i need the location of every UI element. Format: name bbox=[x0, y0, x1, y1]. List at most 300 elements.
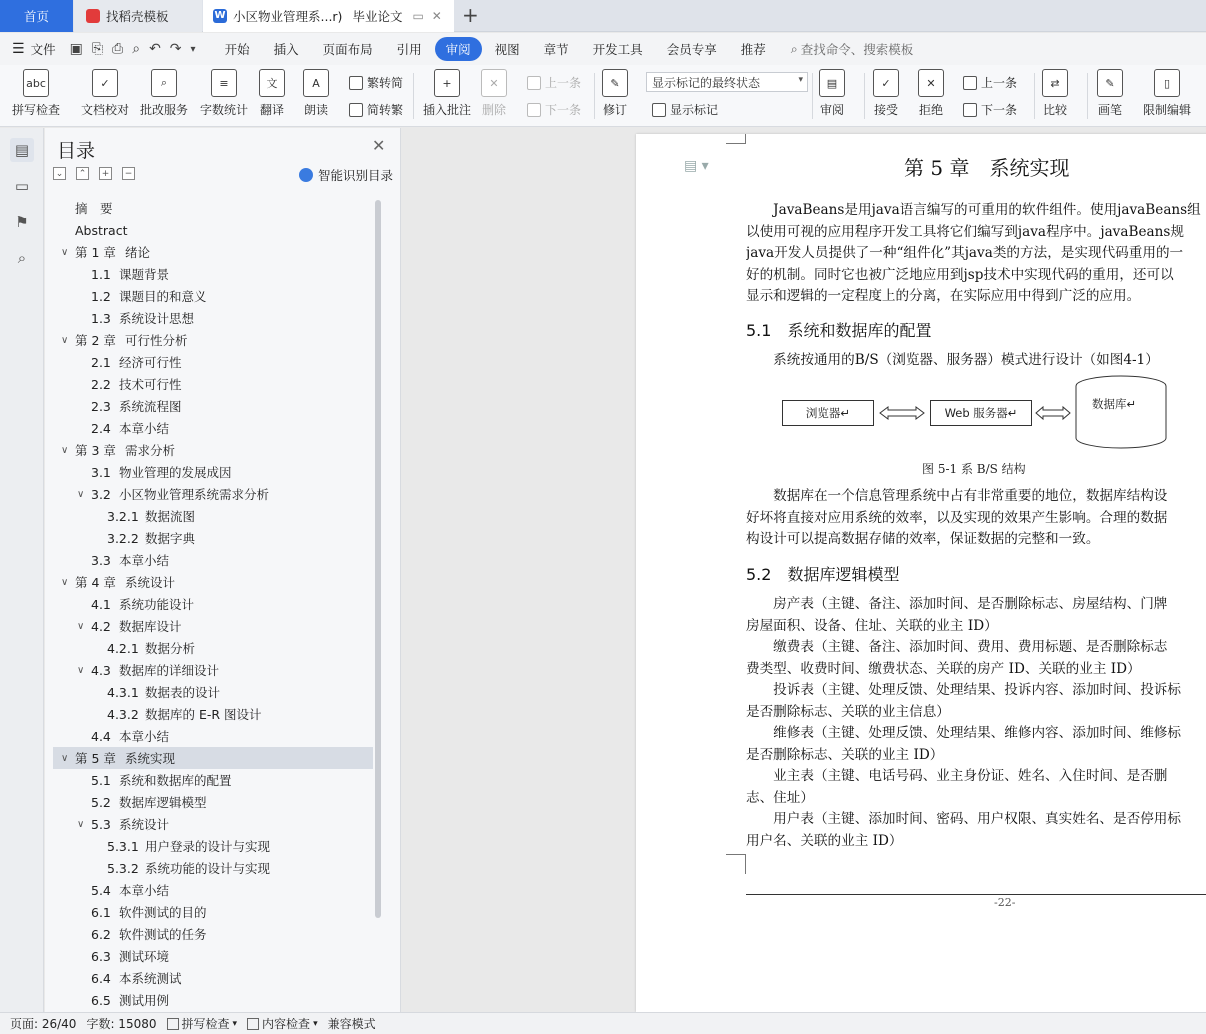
toc-item-label: 摘 要 bbox=[75, 201, 113, 216]
toc-item-number: 1.1 bbox=[91, 266, 111, 282]
prev-comment-button[interactable] bbox=[527, 74, 581, 91]
document-page[interactable] bbox=[636, 134, 1206, 1012]
pen-button[interactable] bbox=[1097, 69, 1123, 118]
read-aloud-button[interactable] bbox=[303, 69, 329, 118]
accept-icon: ✓ bbox=[873, 69, 899, 97]
toc-item-label: 数据库设计 bbox=[119, 619, 182, 634]
word-count-button[interactable] bbox=[200, 69, 248, 118]
menu-item-member[interactable]: 会员专享 bbox=[666, 42, 717, 57]
batch-service-label: 批改服务 bbox=[140, 103, 189, 117]
toc-item-label: 测试用例 bbox=[119, 993, 170, 1007]
toc-panel bbox=[45, 128, 401, 1012]
search-icon[interactable]: ⌕ bbox=[17, 249, 27, 267]
review-pane-button[interactable] bbox=[819, 69, 845, 118]
toc-item-label: 课题背景 bbox=[119, 267, 170, 282]
menu-item-section[interactable]: 章节 bbox=[543, 42, 569, 57]
ribbon-divider bbox=[1034, 73, 1035, 119]
toc-item[interactable] bbox=[53, 703, 373, 725]
translate-button[interactable] bbox=[259, 69, 285, 118]
window-icon[interactable]: ▭ bbox=[412, 9, 424, 23]
menu-item-insert[interactable]: 插入 bbox=[273, 42, 299, 57]
collapse-all-icon[interactable]: ⌃ bbox=[76, 167, 89, 180]
toc-item-label: 数据库的 E-R 图设计 bbox=[145, 707, 262, 722]
command-search-placeholder: 查找命令、搜索模板 bbox=[800, 42, 914, 57]
track-changes-label: 修订 bbox=[602, 103, 627, 117]
chevron-down-icon[interactable]: ∨ bbox=[61, 334, 69, 346]
spell-check-button[interactable] bbox=[12, 69, 60, 118]
smart-toc-button[interactable] bbox=[299, 166, 393, 184]
restrict-edit-button[interactable] bbox=[1143, 69, 1191, 118]
toc-item[interactable] bbox=[53, 593, 373, 615]
toc-item[interactable] bbox=[53, 373, 373, 395]
figure-caption: 图 5-1 系 B/S 结构 bbox=[922, 462, 1026, 476]
toc-item-number: 5.3.2 bbox=[107, 860, 139, 876]
body-line: 是否删除标志、关联的业主 ID） bbox=[746, 746, 944, 763]
toc-item-number: 2.1 bbox=[91, 354, 111, 370]
toc-item-label: 数据分析 bbox=[145, 641, 196, 656]
delete-comment-label: 删除 bbox=[481, 103, 506, 117]
chapter-title: 第 5 章 系统实现 bbox=[904, 156, 1070, 180]
pen-icon: ✎ bbox=[1097, 69, 1123, 97]
file-menu[interactable] bbox=[12, 40, 56, 58]
review-ribbon bbox=[0, 65, 1206, 127]
database-cylinder-icon bbox=[1074, 374, 1168, 452]
toc-item-label: 软件测试的任务 bbox=[119, 927, 207, 942]
toc-item-label: 本章小结 bbox=[119, 421, 170, 436]
next-change-button[interactable] bbox=[963, 101, 1017, 118]
batch-service-button[interactable] bbox=[140, 69, 188, 118]
ribbon-divider bbox=[413, 73, 414, 119]
spell-check-status[interactable] bbox=[167, 1015, 238, 1032]
print-icon[interactable]: ⎙ bbox=[112, 41, 124, 57]
trad-to-simp-icon bbox=[349, 76, 363, 90]
toc-item[interactable] bbox=[53, 527, 373, 549]
toc-item-number: 3.3 bbox=[91, 552, 111, 568]
toc-title: 目录 bbox=[57, 140, 96, 162]
chevron-down-icon[interactable]: ∨ bbox=[77, 620, 85, 632]
save-icon[interactable]: ▣ bbox=[69, 41, 83, 57]
search-icon: ⌕ bbox=[790, 41, 798, 56]
body-line: 系统按通用的B/S（浏览器、服务器）模式进行设计（如图4-1） bbox=[746, 352, 1159, 368]
delete-comment-button[interactable] bbox=[481, 69, 507, 118]
remove-heading-icon[interactable]: − bbox=[122, 167, 135, 180]
status-bar bbox=[0, 1012, 1206, 1034]
compare-button[interactable] bbox=[1042, 69, 1068, 118]
toc-item-label: 数据库逻辑模型 bbox=[119, 795, 207, 810]
toc-item-label: 用户登录的设计与实现 bbox=[145, 839, 271, 854]
toc-item-label: 物业管理的发展成因 bbox=[119, 465, 232, 480]
tab-home[interactable] bbox=[0, 0, 73, 32]
next-change-label: 下一条 bbox=[981, 103, 1018, 117]
spell-check-label: 拼写检查 bbox=[12, 103, 61, 117]
toc-item-label: 需求分析 bbox=[125, 443, 176, 458]
toc-item-number: 3.1 bbox=[91, 464, 111, 480]
toc-item[interactable] bbox=[53, 615, 373, 637]
body-line: JavaBeans是用java语言编写的可重用的软件组件。使用javaBeans组 bbox=[746, 202, 1201, 218]
delete-comment-icon: ✕ bbox=[481, 69, 507, 97]
toc-item[interactable] bbox=[53, 241, 373, 263]
prev-change-button[interactable] bbox=[963, 74, 1017, 91]
word-count-icon: ≡ bbox=[211, 69, 237, 97]
track-changes-icon: ✎ bbox=[602, 69, 628, 97]
toc-item-number: 3.2 bbox=[91, 486, 111, 502]
spell-check-status-label: 拼写检查 bbox=[181, 1017, 230, 1031]
toc-item[interactable] bbox=[53, 813, 373, 835]
toc-item-number: 6.5 bbox=[91, 992, 111, 1007]
simp-to-trad-icon bbox=[349, 103, 363, 117]
toc-item-number: 第 5 章 bbox=[75, 751, 116, 766]
expand-all-icon[interactable]: ⌄ bbox=[53, 167, 66, 180]
body-line: 房屋面积、设备、住址、关联的业主 ID） bbox=[746, 617, 998, 634]
compare-label: 比较 bbox=[1042, 103, 1067, 117]
crop-mark bbox=[726, 854, 746, 874]
reject-label: 拒绝 bbox=[918, 103, 943, 117]
toc-item[interactable] bbox=[53, 725, 373, 747]
double-arrow-icon bbox=[878, 405, 926, 421]
body-line: 好坏将直接对应用系统的效率，以及实现的效果产生影响。合理的数据 bbox=[746, 509, 1168, 526]
toc-item-label: Abstract bbox=[75, 222, 128, 238]
chapter-icon[interactable]: ▭ bbox=[14, 177, 30, 195]
chevron-down-icon: ▾ bbox=[798, 75, 803, 85]
menu-bar bbox=[0, 33, 1206, 65]
chevron-down-icon: ▾ bbox=[313, 1018, 318, 1029]
translate-icon: 文 bbox=[259, 69, 285, 97]
menu-icon: ☰ bbox=[12, 41, 25, 57]
batch-service-icon: ⌕ bbox=[151, 69, 177, 97]
toc-scrollbar[interactable] bbox=[375, 200, 381, 918]
footer-rule bbox=[746, 894, 1206, 895]
toc-item[interactable] bbox=[53, 395, 373, 417]
track-changes-button[interactable] bbox=[602, 69, 628, 118]
toc-item-label: 数据表的设计 bbox=[145, 685, 221, 700]
pen-label: 画笔 bbox=[1097, 103, 1122, 117]
insert-comment-label: 插入批注 bbox=[423, 103, 472, 117]
chevron-down-icon[interactable]: ∨ bbox=[61, 576, 69, 588]
prev-comment-icon bbox=[527, 76, 541, 90]
body-line: 维修表（主键、处理反馈、处理结果、维修内容、添加时间、维修标 bbox=[746, 725, 1181, 741]
section-heading: 5.1 系统和数据库的配置 bbox=[746, 321, 932, 340]
body-line: 是否删除标志、关联的业主信息） bbox=[746, 703, 950, 720]
toc-item-label: 系统功能设计 bbox=[119, 597, 195, 612]
toc-item-label: 系统流程图 bbox=[119, 399, 182, 414]
command-search[interactable] bbox=[791, 40, 914, 58]
toc-item-label: 课题目的和意义 bbox=[119, 289, 207, 304]
crop-mark bbox=[726, 134, 746, 144]
toc-item-label: 经济可行性 bbox=[119, 355, 182, 370]
toc-item-number: 4.3.2 bbox=[107, 706, 139, 722]
review-pane-label: 审阅 bbox=[819, 103, 844, 117]
redo-icon[interactable]: ↷ bbox=[169, 41, 182, 57]
toc-toolbar bbox=[53, 167, 135, 180]
toc-item-number: 5.3 bbox=[91, 816, 111, 832]
menu-item-recommend[interactable]: 推荐 bbox=[740, 42, 766, 57]
toc-item-label: 数据字典 bbox=[145, 531, 196, 546]
read-aloud-label: 朗读 bbox=[303, 103, 328, 117]
content-check-status[interactable] bbox=[247, 1015, 318, 1032]
review-pane-icon: ▤ bbox=[819, 69, 845, 97]
ribbon-divider bbox=[1087, 73, 1088, 119]
body-line: 缴费表（主键、备注、添加时间、费用、费用标题、是否删除标志 bbox=[746, 639, 1168, 655]
quick-access-toolbar bbox=[70, 41, 196, 57]
chevron-down-icon[interactable]: ∨ bbox=[77, 488, 85, 500]
toc-item[interactable] bbox=[53, 637, 373, 659]
close-icon[interactable]: ✕ bbox=[431, 9, 442, 23]
page-indicator[interactable]: 页面: 26/40 bbox=[10, 1017, 77, 1031]
toc-item-number: 5.4 bbox=[91, 882, 111, 898]
tab-template-label: 找稻壳模板 bbox=[106, 9, 169, 24]
undo-icon[interactable]: ↶ bbox=[149, 41, 161, 57]
word-count-label: 字数统计 bbox=[200, 103, 249, 117]
toc-item-label: 软件测试的目的 bbox=[119, 905, 207, 920]
toc-item-number: 4.1 bbox=[91, 596, 111, 612]
toc-item[interactable] bbox=[53, 329, 373, 351]
toc-item[interactable] bbox=[53, 307, 373, 329]
toc-item-number: 第 1 章 bbox=[75, 245, 116, 260]
toc-item[interactable] bbox=[53, 461, 373, 483]
toc-item-label: 本章小结 bbox=[119, 553, 170, 568]
toc-item[interactable] bbox=[53, 549, 373, 571]
docer-icon bbox=[86, 9, 100, 23]
toc-item-label: 系统设计 bbox=[119, 817, 170, 832]
toc-item-label: 测试环境 bbox=[119, 949, 170, 964]
reject-icon: ✕ bbox=[918, 69, 944, 97]
menu-item-developer[interactable]: 开发工具 bbox=[592, 42, 643, 57]
toc-item[interactable] bbox=[53, 681, 373, 703]
trad-to-simp-button[interactable] bbox=[349, 74, 403, 91]
file-menu-label: 文件 bbox=[30, 42, 56, 57]
toc-item-number: 4.2 bbox=[91, 618, 111, 634]
restrict-edit-label: 限制编辑 bbox=[1143, 103, 1192, 117]
toc-item-number: 2.3 bbox=[91, 398, 111, 414]
section-heading: 5.2 数据库逻辑模型 bbox=[746, 565, 900, 584]
toc-item[interactable] bbox=[53, 923, 373, 945]
compat-mode-indicator: 兼容模式 bbox=[327, 1017, 376, 1031]
doc-check-icon: ✓ bbox=[92, 69, 118, 97]
figure-database-label: 数据库↵ bbox=[1092, 397, 1137, 411]
reject-button[interactable] bbox=[918, 69, 944, 118]
chevron-down-icon[interactable]: ∨ bbox=[61, 444, 69, 456]
toc-item-label: 可行性分析 bbox=[125, 333, 188, 348]
menu-item-start[interactable]: 开始 bbox=[224, 42, 250, 57]
content-check-icon bbox=[247, 1018, 259, 1030]
toc-item-number: 2.4 bbox=[91, 420, 111, 436]
body-line: 构设计可以提高数据存储的效率，保证数据的完整和一致。 bbox=[746, 531, 1100, 547]
toc-item[interactable] bbox=[53, 835, 373, 857]
toc-item[interactable] bbox=[53, 967, 373, 989]
prev-change-icon bbox=[963, 76, 977, 90]
toc-item[interactable] bbox=[53, 879, 373, 901]
menu-item-layout[interactable]: 页面布局 bbox=[322, 42, 373, 57]
nav-icon-strip bbox=[0, 128, 44, 1012]
prev-change-label: 上一条 bbox=[981, 76, 1018, 90]
toc-item-number: 4.3 bbox=[91, 662, 111, 678]
toc-item-label: 系统功能的设计与实现 bbox=[145, 861, 271, 876]
toc-item[interactable] bbox=[53, 769, 373, 791]
toc-item-label: 数据库的详细设计 bbox=[119, 663, 220, 678]
toc-item-number: 3.2.2 bbox=[107, 530, 139, 546]
close-icon[interactable]: ✕ bbox=[372, 136, 386, 155]
figure-web-server-box: Web 服务器↵ bbox=[930, 400, 1032, 426]
toc-item-number: 5.1 bbox=[91, 772, 111, 788]
show-marks-label: 显示标记 bbox=[670, 103, 719, 117]
compare-icon: ⇄ bbox=[1042, 69, 1068, 97]
add-heading-icon[interactable]: + bbox=[99, 167, 112, 180]
toc-item-number: 1.3 bbox=[91, 310, 111, 326]
toc-item-number: 第 3 章 bbox=[75, 443, 116, 458]
insert-comment-button[interactable] bbox=[423, 69, 471, 118]
tab-bar bbox=[0, 0, 1206, 32]
figure-browser-box: 浏览器↵ bbox=[782, 400, 874, 426]
chevron-down-icon[interactable]: ∨ bbox=[61, 752, 69, 764]
prev-comment-label: 上一条 bbox=[545, 76, 582, 90]
next-comment-icon bbox=[527, 103, 541, 117]
show-marks-button[interactable] bbox=[652, 101, 718, 118]
next-comment-button[interactable] bbox=[527, 101, 581, 118]
next-change-icon bbox=[963, 103, 977, 117]
body-line: 费类型、收费时间、缴费状态、关联的房产 ID、关联的业主 ID） bbox=[746, 660, 1141, 677]
chevron-down-icon[interactable]: ∨ bbox=[77, 818, 85, 830]
toc-item-number: 第 4 章 bbox=[75, 575, 116, 590]
insert-comment-icon: + bbox=[434, 69, 460, 97]
toc-item[interactable] bbox=[53, 351, 373, 373]
toc-item-number: 6.3 bbox=[91, 948, 111, 964]
toc-item-label: 小区物业管理系统需求分析 bbox=[119, 487, 270, 502]
spell-check-icon: abc bbox=[23, 69, 49, 97]
simp-to-trad-label: 简转繁 bbox=[367, 103, 404, 117]
tab-document-title: 小区物业管理系...r) bbox=[233, 9, 343, 24]
toc-item-label: 技术可行性 bbox=[119, 377, 182, 392]
next-comment-label: 下一条 bbox=[545, 103, 582, 117]
toc-item-number: 5.3.1 bbox=[107, 838, 139, 854]
body-line: 志、住址） bbox=[746, 789, 814, 806]
chevron-down-icon: ▾ bbox=[232, 1018, 238, 1029]
body-line: 业主表（主键、电话号码、业主身份证、姓名、入住时间、是否删 bbox=[746, 768, 1168, 784]
toc-item[interactable] bbox=[53, 197, 373, 219]
toc-item[interactable] bbox=[53, 505, 373, 527]
toc-item-number: 2.2 bbox=[91, 376, 111, 392]
toc-item-label: 本章小结 bbox=[119, 883, 170, 898]
menu-item-view[interactable]: 视图 bbox=[494, 42, 520, 57]
smart-toc-label: 智能识别目录 bbox=[318, 168, 394, 183]
more-icon[interactable]: ▾ bbox=[190, 43, 196, 55]
accept-button[interactable] bbox=[873, 69, 899, 118]
export-icon[interactable]: ⎘ bbox=[91, 41, 104, 57]
tab-home-label: 首页 bbox=[23, 9, 49, 24]
body-line: 投诉表（主键、处理反馈、处理结果、投诉内容、添加时间、投诉标 bbox=[746, 682, 1181, 698]
toc-list bbox=[45, 197, 373, 1007]
toc-item-label: 系统实现 bbox=[125, 751, 176, 766]
toc-item[interactable] bbox=[53, 285, 373, 307]
toc-item[interactable] bbox=[53, 945, 373, 967]
ribbon-divider bbox=[812, 73, 813, 119]
toc-item-number: 6.1 bbox=[91, 904, 111, 920]
body-line: 用户名、关联的业主 ID） bbox=[746, 832, 903, 849]
body-line: 数据库在一个信息管理系统中占有非常重要的地位，数据库结构设 bbox=[746, 488, 1168, 504]
page-layout-icon[interactable]: ▤ ▾ bbox=[684, 158, 709, 174]
toc-item[interactable] bbox=[53, 659, 373, 681]
tab-document[interactable] bbox=[203, 0, 454, 32]
toc-item[interactable] bbox=[53, 901, 373, 923]
toc-item[interactable] bbox=[53, 747, 373, 769]
trad-to-simp-label: 繁转简 bbox=[367, 76, 404, 90]
word-count-indicator[interactable]: 字数: 15080 bbox=[86, 1017, 157, 1031]
toc-item[interactable] bbox=[53, 417, 373, 439]
toc-item-number: 3.2.1 bbox=[107, 508, 139, 524]
display-mode-value: 显示标记的最终状态 bbox=[652, 76, 761, 90]
smart-toc-icon bbox=[299, 168, 313, 182]
ribbon-divider bbox=[594, 73, 595, 119]
toc-item-number: 第 2 章 bbox=[75, 333, 116, 348]
toc-item-number: 6.2 bbox=[91, 926, 111, 942]
document-area bbox=[402, 128, 1206, 1012]
toc-item-label: 系统设计思想 bbox=[119, 311, 195, 326]
toc-item[interactable] bbox=[53, 263, 373, 285]
toc-item[interactable] bbox=[53, 483, 373, 505]
toc-icon[interactable]: ▤ bbox=[10, 138, 34, 162]
body-line: 以使用可视的应用程序开发工具将它们编写到java程序中。javaBeans规 bbox=[746, 223, 1184, 240]
spell-check-icon bbox=[167, 1018, 179, 1030]
toc-item-label: 数据流图 bbox=[145, 509, 196, 524]
accept-label: 接受 bbox=[873, 103, 898, 117]
tab-document-suffix: 毕业论文 bbox=[352, 9, 403, 24]
lock-icon: ▯ bbox=[1154, 69, 1180, 97]
body-line: 房产表（主键、备注、添加时间、是否删除标志、房屋结构、门牌 bbox=[746, 596, 1168, 612]
chevron-down-icon[interactable]: ∨ bbox=[77, 664, 85, 676]
double-arrow-icon bbox=[1034, 405, 1072, 421]
toc-item[interactable] bbox=[53, 219, 373, 241]
body-line: 好的机制。同时它也被广泛地应用到jsp技术中实现代码的重用，还可以 bbox=[746, 266, 1174, 283]
toc-item-label: 本章小结 bbox=[119, 729, 170, 744]
toc-item-label: 绪论 bbox=[125, 245, 151, 260]
show-marks-icon bbox=[652, 103, 666, 117]
toc-item-label: 本系统测试 bbox=[119, 971, 182, 986]
toc-item-number: 5.2 bbox=[91, 794, 111, 810]
add-tab-icon[interactable]: + bbox=[462, 3, 479, 27]
doc-check-label: 文档校对 bbox=[81, 103, 130, 117]
menu-tabs bbox=[214, 37, 779, 61]
toc-item-number: 4.3.1 bbox=[107, 684, 139, 700]
toc-item[interactable] bbox=[53, 439, 373, 461]
toc-item-number: 6.4 bbox=[91, 970, 111, 986]
body-line: 用户表（主键、添加时间、密码、用户权限、真实姓名、是否停用标 bbox=[746, 811, 1181, 827]
toc-item-number: 4.4 bbox=[91, 728, 111, 744]
toc-item[interactable] bbox=[53, 791, 373, 813]
toc-item-number: 1.2 bbox=[91, 288, 111, 304]
simp-to-trad-button[interactable] bbox=[349, 101, 403, 118]
tab-template[interactable] bbox=[74, 0, 202, 32]
bookmark-icon[interactable]: ⚑ bbox=[15, 213, 29, 231]
display-mode-select[interactable] bbox=[646, 72, 808, 92]
translate-label: 翻译 bbox=[259, 103, 284, 117]
writer-icon: W bbox=[214, 10, 226, 21]
page-number: -22- bbox=[994, 896, 1016, 909]
toc-item[interactable] bbox=[53, 857, 373, 879]
ribbon-divider bbox=[864, 73, 865, 119]
toc-item-number: 4.2.1 bbox=[107, 640, 139, 656]
toc-item[interactable] bbox=[53, 989, 373, 1007]
menu-item-review[interactable]: 审阅 bbox=[435, 37, 482, 61]
read-aloud-icon: A bbox=[303, 69, 329, 97]
chevron-down-icon[interactable]: ∨ bbox=[61, 246, 69, 258]
toc-item-label: 系统设计 bbox=[125, 575, 176, 590]
preview-icon[interactable]: ⌕ bbox=[132, 41, 141, 57]
toc-item-label: 系统和数据库的配置 bbox=[119, 773, 232, 788]
menu-item-references[interactable]: 引用 bbox=[396, 42, 422, 57]
doc-check-button[interactable] bbox=[81, 69, 129, 118]
content-check-status-label: 内容检查 bbox=[262, 1017, 311, 1031]
toc-item[interactable] bbox=[53, 571, 373, 593]
body-line: java开发人员提供了一种“组件化”其java类的方法，是实现代码重用的一 bbox=[746, 245, 1184, 261]
